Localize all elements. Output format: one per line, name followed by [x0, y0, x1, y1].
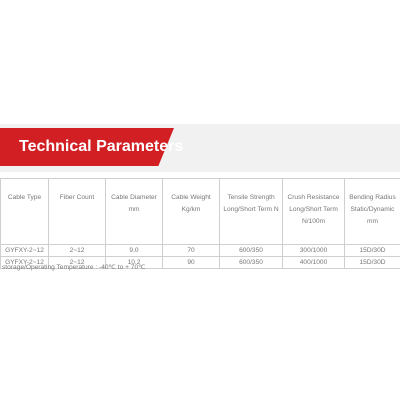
cell-cable-weight: 90	[163, 257, 220, 269]
cell-crush-resistance: 300/1000	[283, 245, 345, 257]
cell-bending-radius: 15D/30D	[345, 257, 400, 269]
cell-fiber-count: 2~12	[49, 257, 106, 269]
header-fiber-count: Fiber Count	[49, 179, 106, 245]
temperature-note: storage/Operating Temperature : -40℃ to + 70℃	[2, 264, 146, 271]
section-title: Technical Parameters	[19, 138, 184, 155]
cell-cable-type: GYFXY-2~12	[1, 245, 49, 257]
header-bending-radius: Bending Radius Static/Dynamic mm	[345, 179, 400, 245]
table-row	[1, 245, 400, 257]
cell-tensile-strength: 600/350	[220, 245, 283, 257]
cell-tensile-strength: 600/350	[220, 257, 283, 269]
header-crush-resistance: Crush Resistance Long/Short Term N/100m	[283, 179, 345, 245]
cell-crush-resistance: 400/1000	[283, 257, 345, 269]
cell-cable-weight: 70	[163, 245, 220, 257]
parameters-table-wrap	[0, 178, 400, 269]
section-header	[0, 124, 400, 172]
header-cable-type: Cable Type	[1, 179, 49, 245]
parameters-table	[0, 178, 400, 269]
cell-cable-type: GYFXY-2~12	[1, 257, 49, 269]
cell-cable-diameter: 10.2	[106, 257, 163, 269]
header-cable-weight: Cable Weight Kg/km	[163, 179, 220, 245]
cell-fiber-count: 2~12	[49, 245, 106, 257]
cell-bending-radius: 15D/30D	[345, 245, 400, 257]
header-cable-diameter: Cable Diameter mm	[106, 179, 163, 245]
table-header-row	[1, 179, 400, 245]
cell-cable-diameter: 9.0	[106, 245, 163, 257]
header-tensile-strength: Tensile Strength Long/Short Term N	[220, 179, 283, 245]
